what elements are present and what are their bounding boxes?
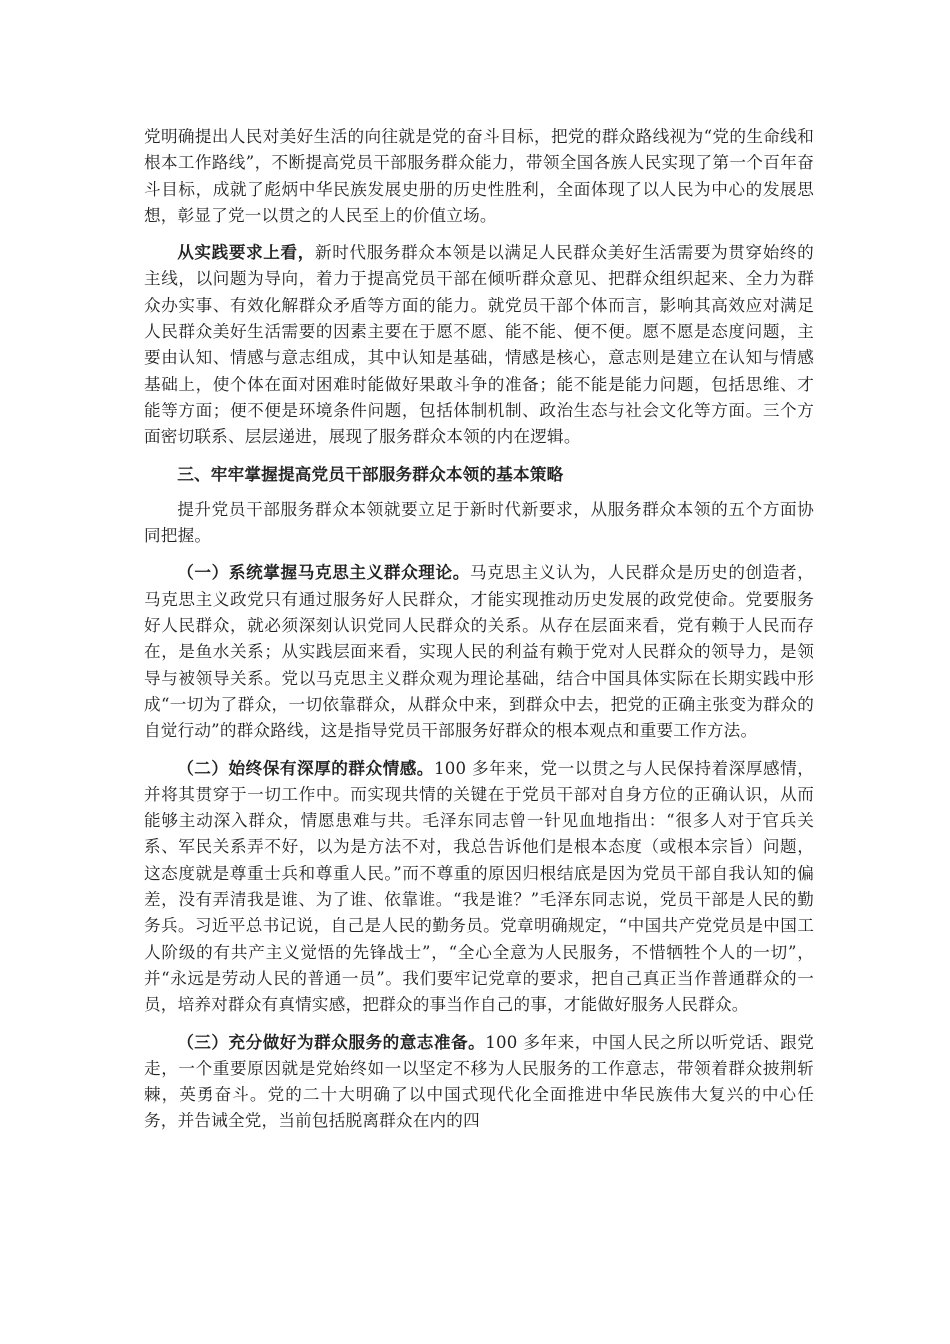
paragraph-lead: 从实践要求上看， [177, 242, 315, 263]
paragraph-lead: （一）系统掌握马克思主义群众理论。 [177, 562, 470, 583]
document-page [144, 124, 814, 1145]
paragraph-text: 马克思主义认为，人民群众是历史的创造者，马克思主义政党只有通过服务好人民群众，才能实现推动历史发展的政党使命。党要服务好人民群众，就必须深刻认识党同人民群众的关系。从存在层面来看，党有赖于人民而存在，是鱼水关系；从实践层面来看，实现人民的利益有赖于党对人民群众的领导力，是领导与被领导关系。党以马克思主义群众观为理论基础，结合中国具体实际在长期实践中形成“一切为了群众，一切依靠群众，从群众中来，到群众中去，把党的正确主张变为群众的自觉行动”的群众路线，这是指导党员干部服务好群众的根本观点和重要工作方法。 [144, 563, 815, 741]
paragraph-text: 提升党员干部服务群众本领就要立足于新时代新要求，从服务群众本领的五个方面协同把握。 [144, 499, 814, 546]
paragraph-lead: （二）始终保有深厚的群众情感。 [177, 757, 434, 778]
paragraph-text: 100 多年来，党一以贯之与人民保持着深厚感情，并将其贯穿于一切工作中。而实现共情的关键在于党员干部对自身方位的正确认识，从而能够主动深入群众，情愿患难与共。毛泽东同志曾一针见血地指出：“很多人对于官兵关系、军民关系弄不好，以为是方法不对，我总告诉他们是根本态度（或根本宗旨）问题，这态度就是尊重士兵和尊重人民。”而不尊重的原因归根结底是因为党员干部自我认知的偏差，没有弄清我是谁、为了谁、依靠谁。“我是谁？”毛泽东同志说，党员干部是人民的勤务兵。习近平总书记说，自己是人民的勤务员。党章明确规定，“中国共产党党员是中国工人阶级的有共产主义觉悟的先锋战士”，“全心全意为人民服务，不惜牺牲个人的一切”，并“永远是劳动人民的普通一员”。我们要牢记党章的要求，把自己真正当作普通群众的一员，培养对群众有真情实感，把群众的事当作自己的事，才能做好服务人民群众。 [144, 758, 815, 1015]
paragraph-text: 新时代服务群众本领是以满足人民群众美好生活需要为贯穿始终的主线，以问题为导向，着力于提高党员干部在倾听群众意见、把群众组织起来、全力为群众办实事、有效化解群众矛盾等方面的能力。就党员干部个体而言，影响其高效应对满足人民群众美好生活需要的因素主要在于愿不愿、能不能、便不便。愿不愿是态度问题，主要由认知、情感与意志组成，其中认知是基础，情感是核心，意志则是建立在认知与情感基础上，使个体在面对困难时能做好果敢斗争的准备；能不能是能力问题，包括思维、才能等方面；便不便是环境条件问题，包括体制机制、政治生态与社会文化等方面。三个方面密切联系、层层递进，展现了服务群众本领的内在逻辑。 [144, 243, 814, 447]
paragraph-section-intro [144, 497, 814, 550]
paragraph-practice-requirements [144, 239, 814, 450]
paragraph-intro-continuation [144, 124, 814, 229]
paragraph-text: 党明确提出人民对美好生活的向往就是党的奋斗目标，把党的群众路线视为“党的生命线和根本工作路线”，不断提高党员干部服务群众能力，带领全国各族人民实现了第一个百年奋斗目标，成就了彪炳中华民族发展史册的历史性胜利，全面体现了以人民为中心的发展思想，彰显了党一以贯之的人民至上的价值立场。 [144, 127, 814, 225]
paragraph-lead: （三）充分做好为群众服务的意志准备。 [177, 1031, 486, 1052]
paragraph-point-3 [144, 1029, 814, 1135]
paragraph-text: 100 多年来，中国人民之所以听党话、跟党走，一个重要原因就是党始终如一以坚定不移为人民服务的工作意志，带领着群众披荆斩棘，英勇奋斗。党的二十大明确了以中国式现代化全面推进中华民族伟大复兴的中心任务，并告诫全党，当前包括脱离群众在内的四 [144, 1032, 814, 1131]
section-heading-3: 三、牢牢掌握提高党员干部服务群众本领的基本策略 [177, 463, 564, 484]
paragraph-point-1 [144, 559, 814, 744]
paragraph-point-2 [144, 755, 814, 1019]
